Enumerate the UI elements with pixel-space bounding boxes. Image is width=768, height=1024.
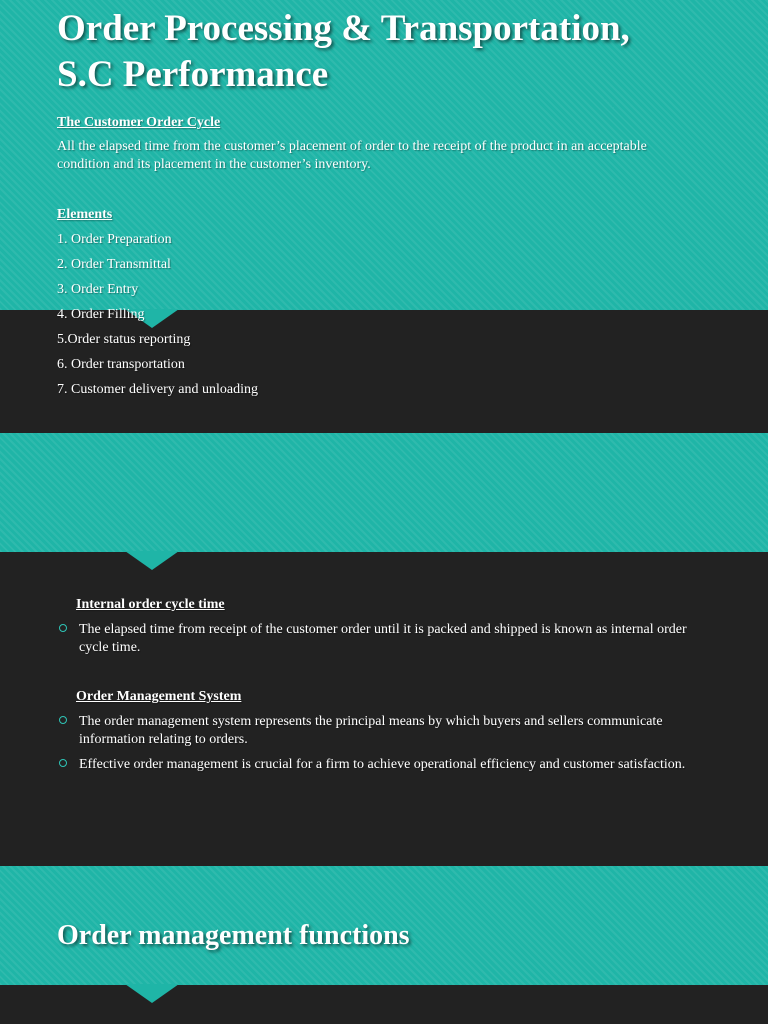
slide1-title-line2: S.C Performance <box>57 54 329 95</box>
elements-list <box>57 231 258 406</box>
circle-bullet-icon <box>59 716 67 724</box>
cycle-text-line1: All the elapsed time from the customer’s placement of order to the receipt of the product in an acceptable <box>57 139 647 154</box>
list-item: 4. Order Filling <box>57 307 145 322</box>
slide1-title-line1: Order Processing & Transportation, <box>57 8 630 49</box>
oms-bullet2: Effective order management is crucial for a firm to achieve operational efficiency and customer satisfaction. <box>79 757 686 772</box>
slide3-dark-band <box>0 985 768 1024</box>
internal-heading: Internal order cycle time <box>76 597 225 612</box>
list-item: 7. Customer delivery and unloading <box>57 382 259 397</box>
internal-text-line1: The elapsed time from receipt of the customer order until it is packed and shipped is known as internal order <box>79 622 687 637</box>
internal-text-line2: cycle time. <box>79 640 141 655</box>
slide2-notch <box>125 551 179 570</box>
slide3-title: Order management functions <box>57 920 410 951</box>
circle-bullet-icon <box>59 624 67 632</box>
cycle-heading: The Customer Order Cycle <box>57 115 221 130</box>
elements-heading: Elements <box>57 207 113 222</box>
oms-heading: Order Management System <box>76 689 242 704</box>
slide1-title <box>57 6 630 98</box>
list-item: 1. Order Preparation <box>57 232 172 247</box>
oms-bullet1-line1: The order management system represents the principal means by which buyers and sellers communicate <box>79 714 663 729</box>
list-item: 3. Order Entry <box>57 282 139 297</box>
list-item: 5.Order status reporting <box>57 332 191 347</box>
oms-bullet1-line2: information relating to orders. <box>79 732 248 747</box>
slide3-notch <box>125 984 179 1003</box>
circle-bullet-icon <box>59 759 67 767</box>
list-item: 2. Order Transmittal <box>57 257 171 272</box>
slide2-teal-band <box>0 433 768 552</box>
list-item: 6. Order transportation <box>57 357 185 372</box>
cycle-text-line2: condition and its placement in the customer’s inventory. <box>57 157 371 172</box>
